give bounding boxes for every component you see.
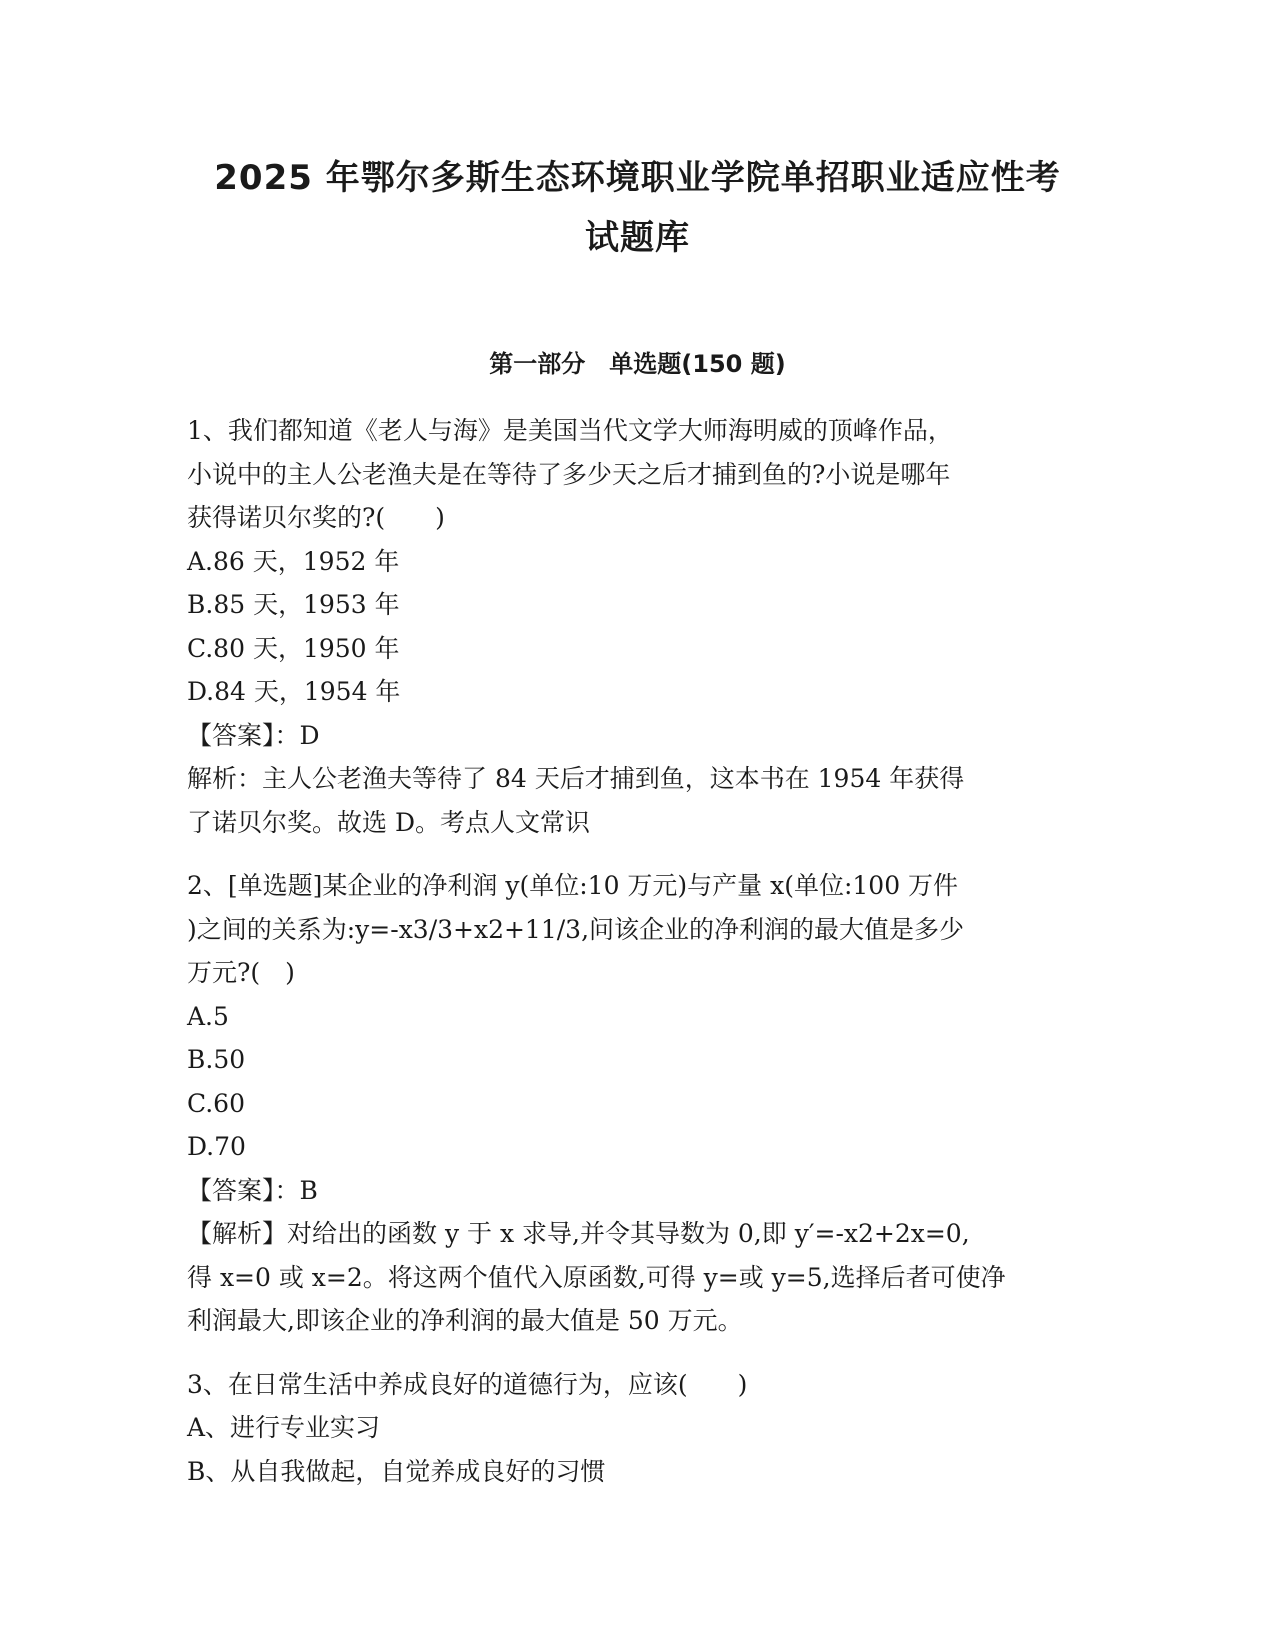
question-2-stem-line: 2、[单选题]某企业的净利润 y(单位:10 万元)与产量 x(单位:100 万件 <box>187 871 959 900</box>
question-3-option-b: B、从自我做起，自觉养成良好的习惯 <box>187 1456 606 1486</box>
question-2-option-c: C.60 <box>187 1088 245 1118</box>
section-title: 第一部分 单选题(150 题) <box>489 350 786 378</box>
question-1-analysis-line: 解析：主人公老渔夫等待了 84 天后才捕到鱼，这本书在 1954 年获得 <box>187 764 965 793</box>
document-title-line-2: 试题库 <box>585 218 690 258</box>
question-2-stem-line: 万元?( ) <box>187 958 295 987</box>
question-1-stem-line: 1、我们都知道《老人与海》是美国当代文学大师海明威的顶峰作品， <box>187 416 953 445</box>
question-1-option-b: B.85 天，1953 年 <box>187 590 400 619</box>
question-spacer <box>187 1343 1087 1363</box>
question-2-stem-line: )之间的关系为:y=-x3/3+x2+11/3,问该企业的净利润的最大值是多少 <box>187 914 965 944</box>
question-2-answer: 【答案】：B <box>187 1175 318 1205</box>
question-2-analysis-line: 利润最大,即该企业的净利润的最大值是 50 万元。 <box>187 1306 743 1335</box>
question-1-stem-line: 小说中的主人公老渔夫是在等待了多少天之后才捕到鱼的?小说是哪年 <box>187 459 951 489</box>
question-1-option-a: A.86 天，1952 年 <box>187 546 400 576</box>
question-1 <box>187 409 1087 844</box>
question-1-answer: 【答案】：D <box>187 720 320 750</box>
question-spacer <box>187 844 1087 864</box>
question-1-analysis-line: 了诺贝尔奖。故选 D。考点人文常识 <box>187 807 590 837</box>
question-2-analysis-line: 【解析】对给出的函数 y 于 x 求导,并令其导数为 0,即 y′=-x2+2x=0, <box>187 1219 970 1248</box>
question-list <box>187 409 1087 1493</box>
question-1-option-d: D.84 天，1954 年 <box>187 677 401 706</box>
document-title-line-1: 2025 年鄂尔多斯生态环境职业学院单招职业适应性考 <box>214 158 1061 198</box>
question-2-option-a: A.5 <box>187 1001 229 1031</box>
document-title <box>150 148 1125 268</box>
question-3 <box>187 1363 1087 1494</box>
question-2 <box>187 864 1087 1343</box>
question-3-stem-line: 3、在日常生活中养成良好的道德行为，应该( ) <box>187 1369 748 1399</box>
question-2-option-d: D.70 <box>187 1132 246 1161</box>
question-2-option-b: B.50 <box>187 1045 246 1074</box>
question-1-stem-line: 获得诺贝尔奖的?( ) <box>187 503 445 532</box>
question-2-analysis-line: 得 x=0 或 x=2。将这两个值代入原函数,可得 y=或 y=5,选择后者可使净 <box>187 1262 1006 1292</box>
question-3-option-a: A、进行专业实习 <box>187 1413 381 1442</box>
question-1-option-c: C.80 天，1950 年 <box>187 633 400 663</box>
